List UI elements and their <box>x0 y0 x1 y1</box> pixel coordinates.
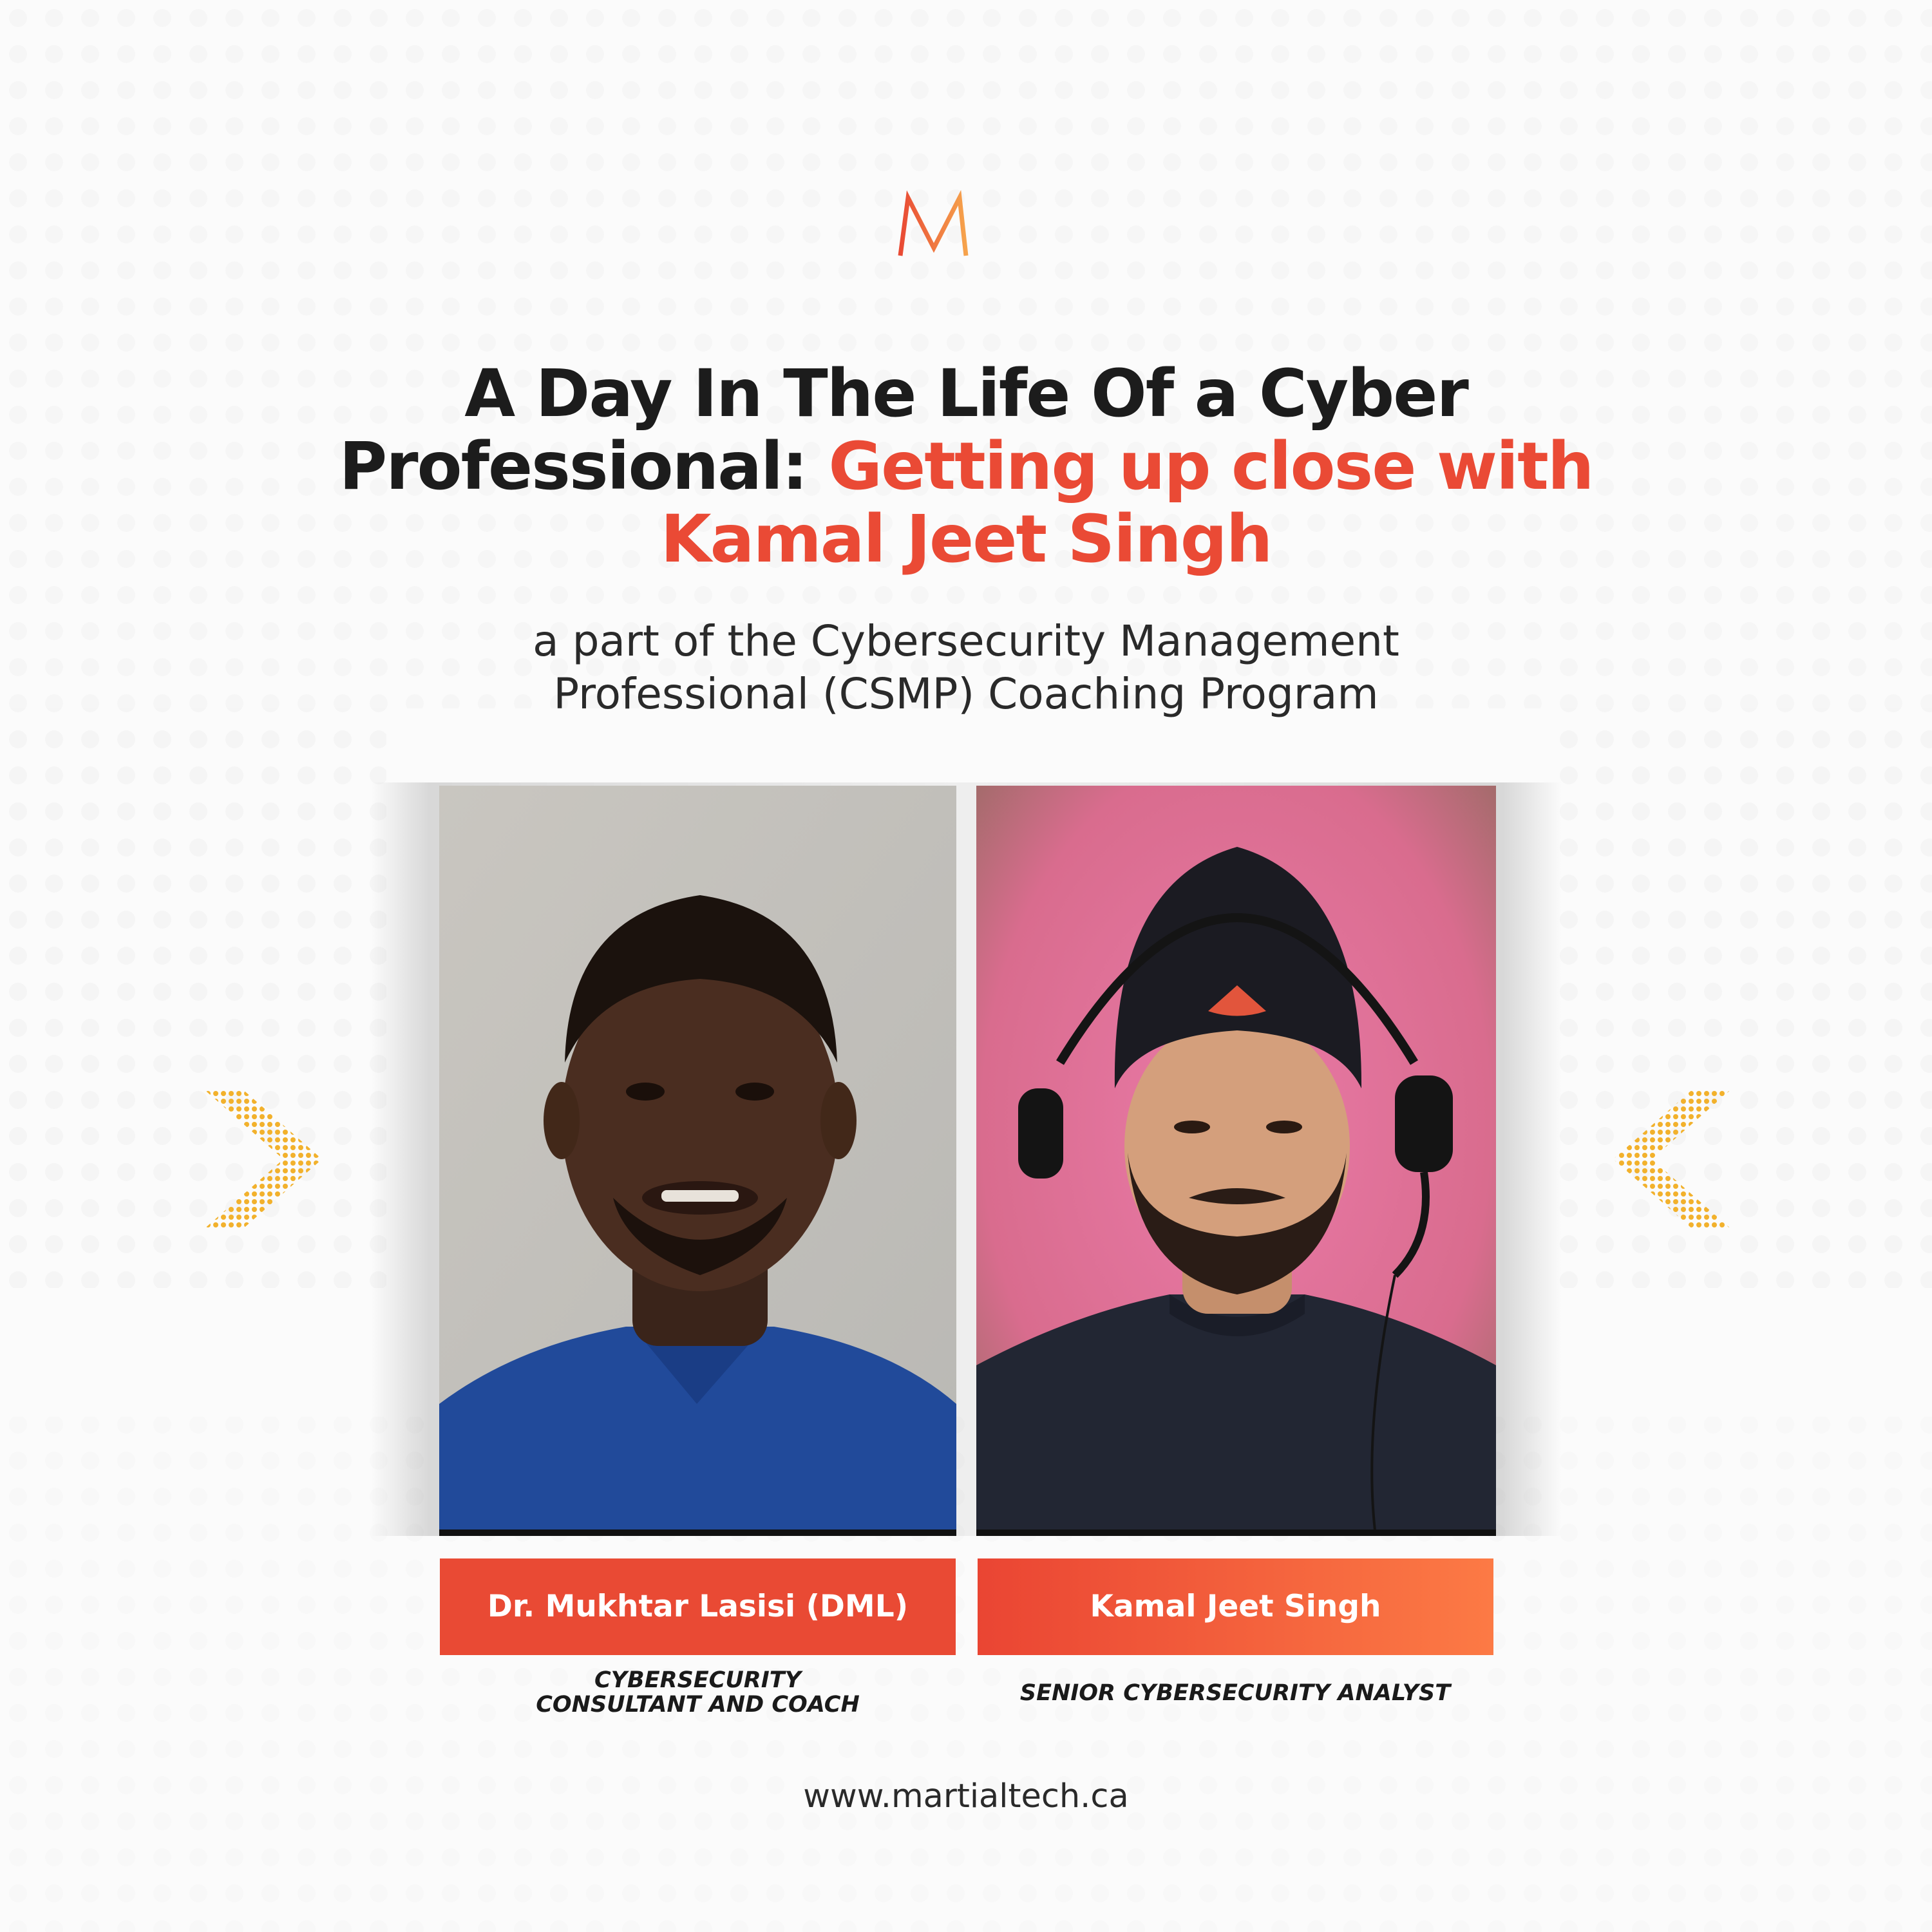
mt-monogram-icon <box>889 184 1043 267</box>
chevron-right-icon <box>196 1082 325 1236</box>
speaker-portrait-icon <box>976 786 1496 1536</box>
headline <box>193 357 1739 576</box>
speaker-role-kamal: SENIOR CYBERSECURITY ANALYST <box>1019 1680 1451 1706</box>
subheading-line-2: Professional (CSMP) Coaching Program <box>553 669 1379 719</box>
headline-line-1: A Day In The Life Of a Cyber <box>464 355 1468 432</box>
headline-line-2 <box>193 430 1739 503</box>
website-link[interactable]: www.martialtech.ca <box>803 1777 1129 1815</box>
headline-line-3: Kamal Jeet Singh <box>660 501 1272 578</box>
subheading <box>322 615 1610 721</box>
speaker-photo-kamal <box>976 786 1496 1536</box>
speaker-portrait-icon <box>439 786 956 1536</box>
speaker-role-dml-line-2: CONSULTANT AND COACH <box>536 1692 860 1718</box>
speaker-name-bar-dml: Dr. Mukhtar Lasisi (DML) <box>440 1558 956 1655</box>
martialtech-logo <box>889 184 1043 267</box>
headline-line-2-dark: Professional: <box>339 428 829 505</box>
speaker-name-bar-kamal: Kamal Jeet Singh <box>978 1558 1493 1655</box>
speaker-photo-dml <box>439 786 956 1536</box>
headline-line-2-highlight: Getting up close with <box>828 428 1593 505</box>
speaker-role-dml <box>440 1668 956 1717</box>
speaker-role-dml-line-1: CYBERSECURITY <box>594 1667 801 1693</box>
subheading-line-1: a part of the Cybersecurity Management <box>533 616 1399 666</box>
chevron-left-icon <box>1610 1082 1739 1236</box>
